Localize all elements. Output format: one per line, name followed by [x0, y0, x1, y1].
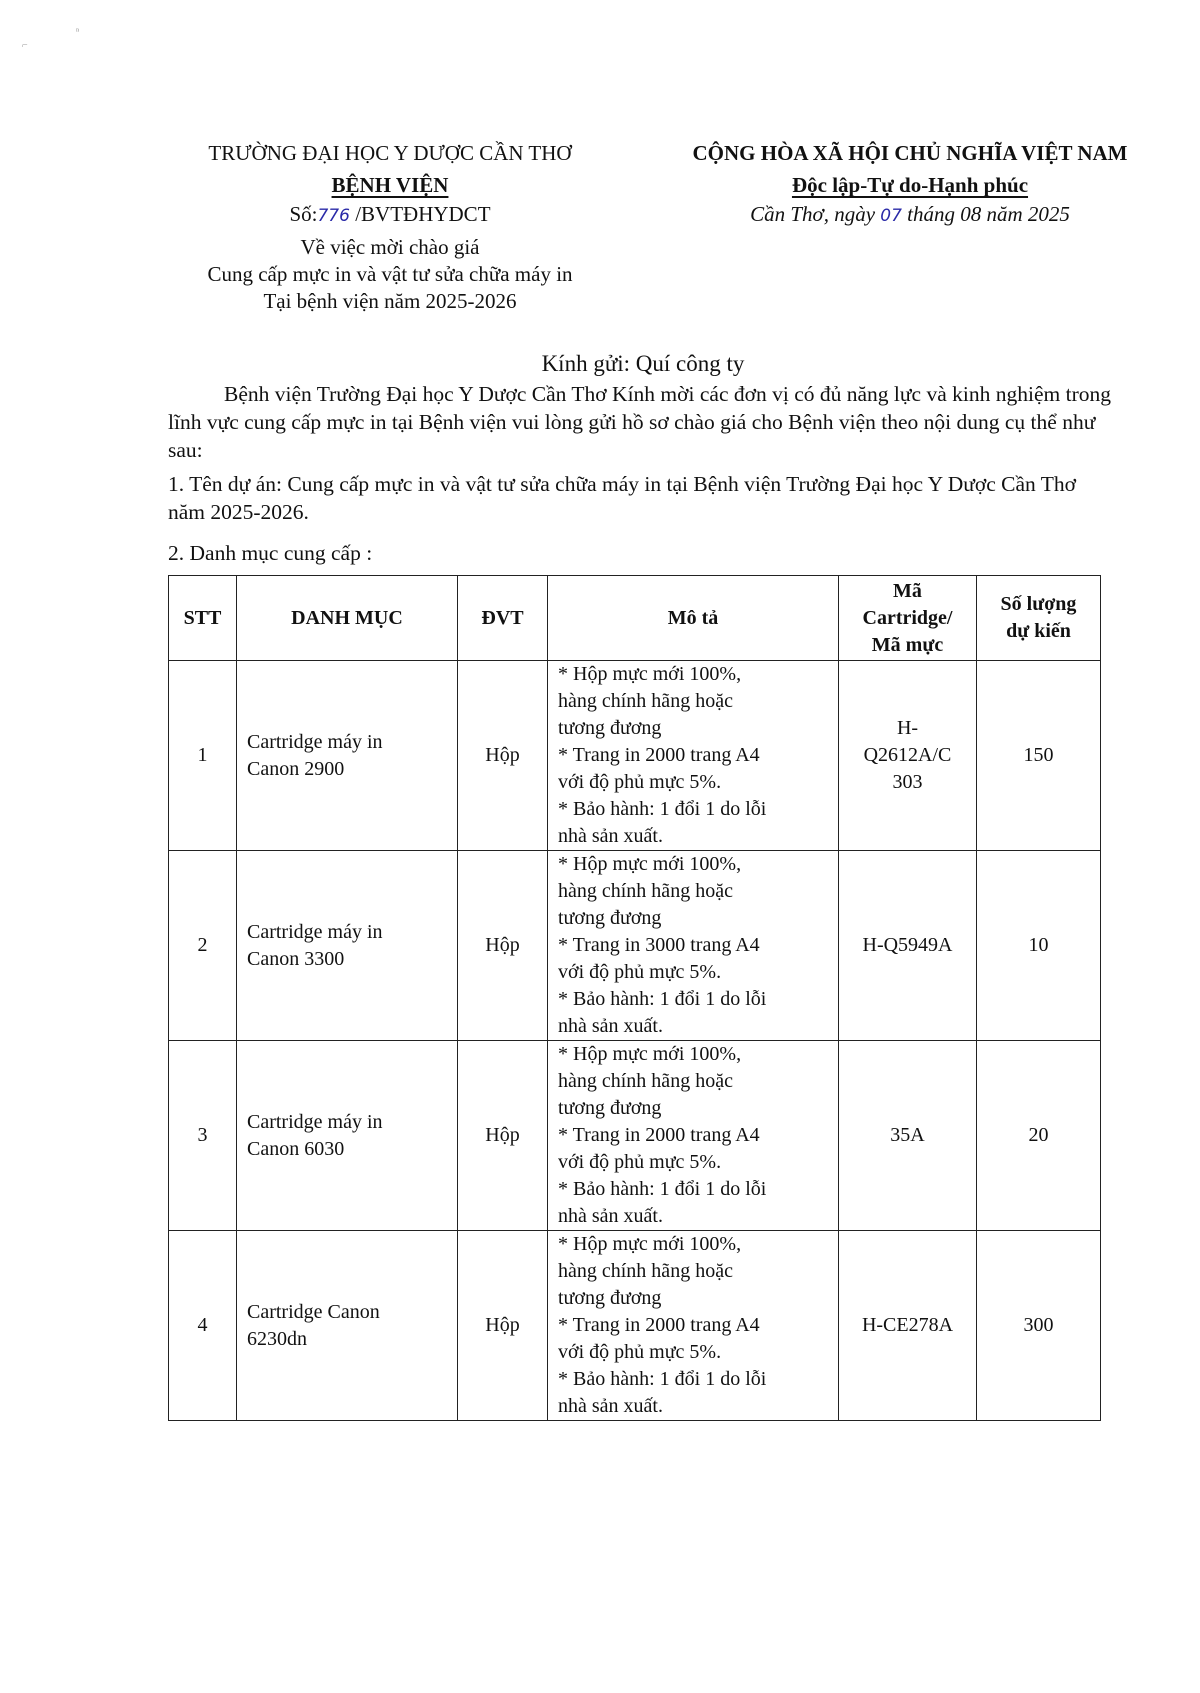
date-line	[640, 201, 1180, 230]
description-line: hàng chính hãng hoặc	[558, 880, 733, 902]
date-prefix: Cần Thơ, ngày	[750, 202, 876, 226]
institution-name: TRƯỜNG ĐẠI HỌC Y DƯỢC CẦN THƠ	[208, 141, 572, 165]
intro-paragraph: Bệnh viện Trường Đại học Y Dược Cần Thơ Kính mời các đơn vị có đủ năng lực và kinh nghiệm trong lĩnh vực cung cấp mực in tại Bệnh viện vui lòng gửi hồ sơ chào giá cho Bệnh viện theo nội dung cụ thể như sau:	[168, 382, 1111, 462]
category-line2: Canon 2900	[247, 757, 345, 780]
table-row	[169, 851, 1101, 1041]
number-suffix: /BVTĐHYDCT	[355, 202, 491, 226]
category-line2: 6230dn	[247, 1327, 307, 1350]
cell-code	[839, 1231, 977, 1421]
description-line: hàng chính hãng hoặc	[558, 1260, 733, 1282]
description-line: * Bảo hành: 1 đổi 1 do lỗi	[558, 1178, 767, 1200]
cell-unit	[458, 661, 548, 851]
category-line2: Canon 3300	[247, 947, 345, 970]
category-line1: Cartridge máy in	[247, 1110, 383, 1133]
table-row	[169, 1041, 1101, 1231]
subject-line: Cung cấp mực in và vật tư sửa chữa máy in	[207, 262, 573, 286]
description-line: * Hộp mực mới 100%,	[558, 1043, 742, 1065]
header-quantity: Số lượng dự kiến	[977, 576, 1101, 661]
table-row	[169, 661, 1101, 851]
unit: Hộp	[485, 1124, 520, 1146]
qty: 20	[1028, 1124, 1049, 1146]
stt: 4	[197, 1314, 208, 1336]
code-line: 303	[892, 771, 923, 793]
description-line: * Trang in 2000 trang A4	[558, 744, 760, 766]
supply-table	[168, 575, 1101, 1421]
description-line: * Bảo hành: 1 đổi 1 do lỗi	[558, 1368, 767, 1390]
cell-category	[237, 1041, 458, 1231]
table-header-row	[169, 576, 1101, 661]
cell-code	[839, 851, 977, 1041]
unit: Hộp	[485, 744, 520, 766]
cell-category	[237, 851, 458, 1041]
description-line: nhà sản xuất.	[558, 1395, 663, 1417]
category-line2: Canon 6030	[247, 1137, 345, 1160]
cell-unit	[458, 1231, 548, 1421]
code-line: 35A	[890, 1124, 925, 1146]
header-left	[160, 140, 620, 315]
qty: 10	[1028, 934, 1049, 956]
description-line: tương đương	[558, 717, 662, 739]
table-row	[169, 1231, 1101, 1421]
scan-speck: ⁿ	[76, 26, 80, 37]
project-name: 1. Tên dự án: Cung cấp mực in và vật tư sửa chữa máy in tại Bệnh viện Trường Đại học Y Dược Cần Thơ năm 2025-2026.	[168, 472, 1077, 524]
subject-line: Về việc mời chào giá	[300, 235, 480, 259]
unit-name: BỆNH VIỆN	[331, 173, 449, 197]
cell-stt	[169, 1041, 237, 1231]
cell-stt	[169, 1231, 237, 1421]
description-line: tương đương	[558, 1287, 662, 1309]
description-line: với độ phủ mực 5%.	[558, 771, 722, 793]
code-line: Q2612A/C	[863, 744, 952, 766]
scan-speck: ⌐	[22, 40, 28, 51]
qty: 300	[1023, 1314, 1054, 1336]
stt: 1	[197, 744, 208, 766]
category-line1: Cartridge Canon	[247, 1300, 380, 1323]
description-line: * Trang in 2000 trang A4	[558, 1314, 760, 1336]
description-line: * Bảo hành: 1 đổi 1 do lỗi	[558, 988, 767, 1010]
description-line: nhà sản xuất.	[558, 1205, 663, 1227]
number-prefix: Số:	[289, 202, 318, 226]
header-description: Mô tả	[548, 576, 839, 661]
cell-stt	[169, 851, 237, 1041]
salutation: Kính gửi: Quí công ty	[541, 351, 745, 376]
handwritten-day: 07	[880, 206, 902, 226]
description-line: với độ phủ mực 5%.	[558, 961, 722, 983]
header-right	[640, 140, 1180, 230]
date-suffix: tháng 08 năm 2025	[907, 202, 1070, 226]
code-line: H-CE278A	[861, 1314, 954, 1336]
subject-line: Tại bệnh viện năm 2025-2026	[263, 289, 517, 313]
description-line: * Trang in 3000 trang A4	[558, 934, 760, 956]
cell-category	[237, 661, 458, 851]
description-line: * Hộp mực mới 100%,	[558, 853, 742, 875]
header-code: Mã Cartridge/ Mã mực	[839, 576, 977, 661]
category-line1: Cartridge máy in	[247, 730, 383, 753]
national-motto: Độc lập-Tự do-Hạnh phúc	[791, 173, 1029, 197]
cell-quantity	[977, 1231, 1101, 1421]
unit: Hộp	[485, 1314, 520, 1336]
cell-quantity	[977, 661, 1101, 851]
description-line: hàng chính hãng hoặc	[558, 1070, 733, 1092]
description-line: hàng chính hãng hoặc	[558, 690, 733, 712]
description-line: với độ phủ mực 5%.	[558, 1151, 722, 1173]
cell-unit	[458, 851, 548, 1041]
description-line: * Trang in 2000 trang A4	[558, 1124, 760, 1146]
description-line: với độ phủ mực 5%.	[558, 1341, 722, 1363]
stt: 3	[197, 1124, 208, 1146]
code-line: H-	[896, 717, 919, 739]
header-stt: STT	[169, 576, 237, 661]
description-line: * Hộp mực mới 100%,	[558, 1233, 742, 1255]
description-line: * Hộp mực mới 100%,	[558, 663, 742, 685]
description-line: nhà sản xuất.	[558, 825, 663, 847]
stt: 2	[197, 934, 208, 956]
category-line1: Cartridge máy in	[247, 920, 383, 943]
cell-stt	[169, 661, 237, 851]
header-category: DANH MỤC	[237, 576, 458, 661]
country-name: CỘNG HÒA XÃ HỘI CHỦ NGHĨA VIỆT NAM	[692, 141, 1128, 165]
cell-quantity	[977, 1041, 1101, 1231]
cell-description	[548, 1041, 839, 1231]
cell-description	[548, 661, 839, 851]
cell-quantity	[977, 851, 1101, 1041]
cell-code	[839, 661, 977, 851]
cell-code	[839, 1041, 977, 1231]
supply-list-heading: 2. Danh mục cung cấp :	[168, 541, 373, 565]
handwritten-number: 776	[317, 206, 350, 226]
description-line: nhà sản xuất.	[558, 1015, 663, 1037]
unit: Hộp	[485, 934, 520, 956]
description-line: tương đương	[558, 907, 662, 929]
cell-description	[548, 851, 839, 1041]
cell-unit	[458, 1041, 548, 1231]
qty: 150	[1023, 744, 1054, 766]
cell-description	[548, 1231, 839, 1421]
header-unit: ĐVT	[458, 576, 548, 661]
description-line: * Bảo hành: 1 đổi 1 do lỗi	[558, 798, 767, 820]
document-number	[160, 201, 620, 230]
description-line: tương đương	[558, 1097, 662, 1119]
code-line: H-Q5949A	[862, 934, 953, 956]
cell-category	[237, 1231, 458, 1421]
